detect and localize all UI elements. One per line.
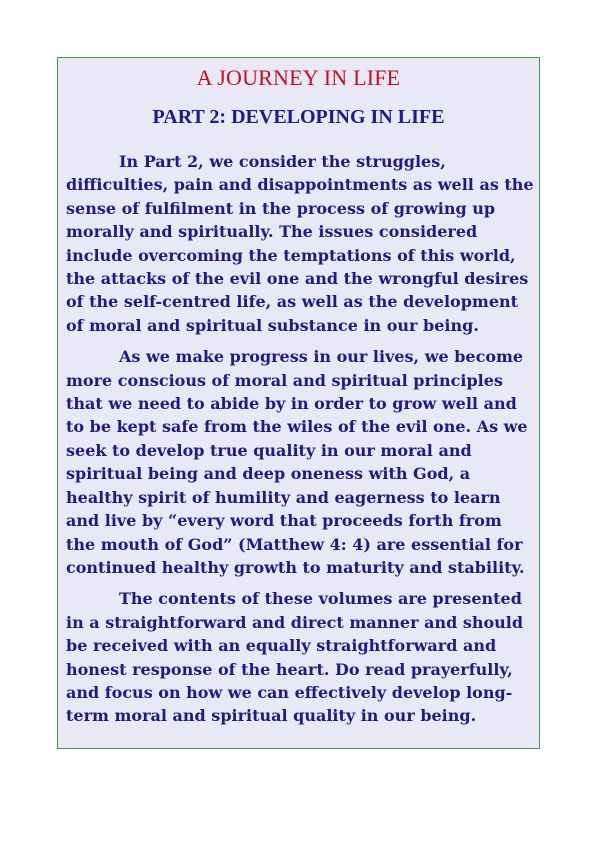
page-title: A JOURNEY IN LIFE xyxy=(196,65,401,90)
paragraph-1: In Part 2, we consider the struggles, difficulties, pain and disappointments as well as the sense of fulfilment in the process of growing up morally and spiritually. The issues considered include overcoming the temptations of this world, the attacks of the evil one and the wrongful desires of the self-centred life, as well as the development of moral and spiritual substance in our being. xyxy=(66,152,534,335)
paragraph-2: As we make progress in our lives, we become more conscious of moral and spiritual principles that we need to abide by in order to grow well and to be kept safe from the wiles of the evil one. As we seek to develop true quality in our moral and spiritual being and deep oneness with God, a healthy spirit of humility and eagerness to learn and live by “every word that proceeds forth from the mouth of God” (Matthew 4: 4) are essential for continued healthy growth to maturity and stability. xyxy=(66,347,528,577)
page-subtitle: PART 2: DEVELOPING IN LIFE xyxy=(152,106,445,128)
body-text xyxy=(66,150,534,736)
paragraph-3: The contents of these volumes are presented in a straightforward and direct manner and should be received with an equally straightforward and honest response of the heart. Do read prayerfully, and focus on how we can effectively develop long-term moral and spiritual quality in our being. xyxy=(66,589,524,726)
text-card xyxy=(57,57,540,749)
